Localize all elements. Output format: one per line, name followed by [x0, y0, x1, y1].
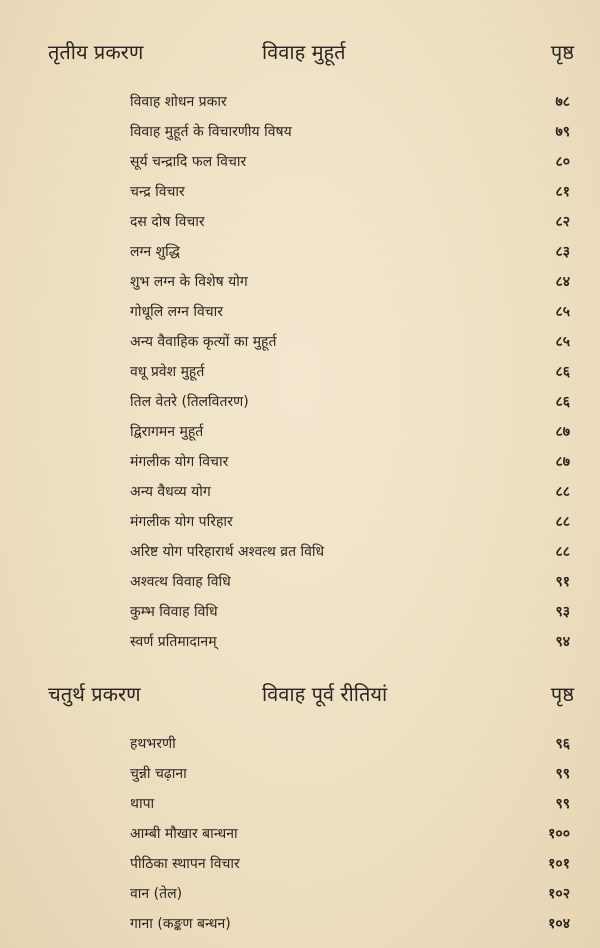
toc-list	[0, 732, 600, 942]
entry-title: थापा	[130, 796, 155, 812]
entry-page-number: ९९	[555, 766, 570, 782]
toc-entry	[0, 480, 600, 510]
toc-entry	[0, 450, 600, 480]
entry-page-number: ८८	[555, 484, 570, 500]
toc-entry	[0, 600, 600, 630]
entry-title: आम्बी मौखार बान्धना	[130, 826, 238, 842]
entry-title: विवाह मुहूर्त के विचारणीय विषय	[130, 124, 292, 140]
chapter-title: विवाह मुहूर्त	[262, 40, 346, 64]
toc-entry	[0, 120, 600, 150]
entry-title: पीठिका स्थापन विचार	[130, 856, 240, 872]
entry-page-number: ९९	[555, 796, 570, 812]
entry-page-number: ९४	[555, 634, 570, 650]
entry-title: चन्द्र विचार	[130, 184, 185, 200]
entry-page-number: १०४	[548, 916, 570, 932]
toc-entry	[0, 882, 600, 912]
entry-title: वान (तेल)	[130, 886, 183, 902]
entry-title: शुभ लग्न के विशेष योग	[130, 274, 248, 290]
chapter-title: विवाह पूर्व रीतियां	[262, 682, 388, 706]
entry-page-number: ८४	[555, 274, 570, 290]
entry-page-number: ८७	[555, 454, 570, 470]
entry-title: दस दोष विचार	[130, 214, 205, 230]
toc-entry	[0, 732, 600, 762]
entry-title: मंगलीक योग विचार	[130, 454, 229, 470]
entry-title: स्वर्ण प्रतिमादानम्	[130, 634, 217, 650]
section-heading	[0, 38, 600, 78]
entry-page-number: ८१	[555, 184, 570, 200]
toc-entry	[0, 822, 600, 852]
entry-title: गाना (कङ्कण बन्धन)	[130, 916, 231, 932]
toc-list	[0, 90, 600, 660]
toc-entry	[0, 570, 600, 600]
entry-title: अश्वत्थ विवाह विधि	[130, 574, 231, 590]
entry-page-number: १०१	[548, 856, 570, 872]
entry-page-number: ८२	[555, 214, 570, 230]
toc-entry	[0, 792, 600, 822]
entry-page-number: ८५	[555, 304, 570, 320]
entry-page-number: ८६	[555, 364, 570, 380]
toc-entry	[0, 630, 600, 660]
toc-entry	[0, 180, 600, 210]
toc-entry	[0, 360, 600, 390]
entry-page-number: ८५	[555, 334, 570, 350]
entry-page-number: ९३	[555, 604, 570, 620]
entry-title: मंगलीक योग परिहार	[130, 514, 233, 530]
entry-page-number: ७८	[555, 94, 570, 110]
entry-page-number: ८०	[555, 154, 570, 170]
entry-title: तिल वेतरे (तिलवितरण)	[130, 394, 249, 410]
entry-page-number: ८३	[555, 244, 570, 260]
toc-entry	[0, 540, 600, 570]
entry-page-number: ८७	[555, 424, 570, 440]
entry-page-number: १०२	[548, 886, 570, 902]
toc-entry	[0, 912, 600, 942]
toc-entry	[0, 852, 600, 882]
entry-page-number: ८८	[555, 514, 570, 530]
entry-title: कुम्भ विवाह विधि	[130, 604, 218, 620]
page-column-label: पृष्ठ	[550, 40, 574, 64]
page-column-label: पृष्ठ	[550, 682, 574, 706]
toc-entry	[0, 762, 600, 792]
entry-title: अन्य वैधव्य योग	[130, 484, 211, 500]
toc-entry	[0, 510, 600, 540]
toc-entry	[0, 270, 600, 300]
entry-page-number: ९६	[555, 736, 570, 752]
toc-entry	[0, 390, 600, 420]
chapter-label: तृतीय प्रकरण	[48, 40, 144, 64]
entry-page-number: ८८	[555, 544, 570, 560]
section-third-chapter	[0, 38, 600, 660]
entry-title: लग्न शुद्धि	[130, 244, 180, 260]
entry-title: अरिष्ट योग परिहारार्थ अश्वत्थ व्रत विधि	[130, 544, 325, 560]
entry-title: चुन्नी चढ़ाना	[130, 766, 187, 782]
section-fourth-chapter	[0, 680, 600, 942]
toc-entry	[0, 90, 600, 120]
entry-title: सूर्य चन्द्रादि फल विचार	[130, 154, 247, 170]
section-heading	[0, 680, 600, 720]
entry-page-number: ८६	[555, 394, 570, 410]
entry-title: वधू प्रवेश मुहूर्त	[130, 364, 205, 380]
entry-page-number: ७९	[555, 124, 570, 140]
entry-title: गोधूलि लग्न विचार	[130, 304, 223, 320]
entry-page-number: १००	[548, 826, 570, 842]
toc-entry	[0, 420, 600, 450]
entry-title: अन्य वैवाहिक कृत्यों का मुहूर्त	[130, 334, 277, 350]
toc-entry	[0, 150, 600, 180]
entry-title: द्विरागमन मुहूर्त	[130, 424, 204, 440]
entry-title: हथभरणी	[130, 736, 176, 752]
toc-entry	[0, 300, 600, 330]
entry-title: विवाह शोधन प्रकार	[130, 94, 227, 110]
toc-entry	[0, 210, 600, 240]
chapter-label: चतुर्थ प्रकरण	[48, 682, 141, 706]
toc-entry	[0, 330, 600, 360]
entry-page-number: ९१	[555, 574, 570, 590]
toc-entry	[0, 240, 600, 270]
